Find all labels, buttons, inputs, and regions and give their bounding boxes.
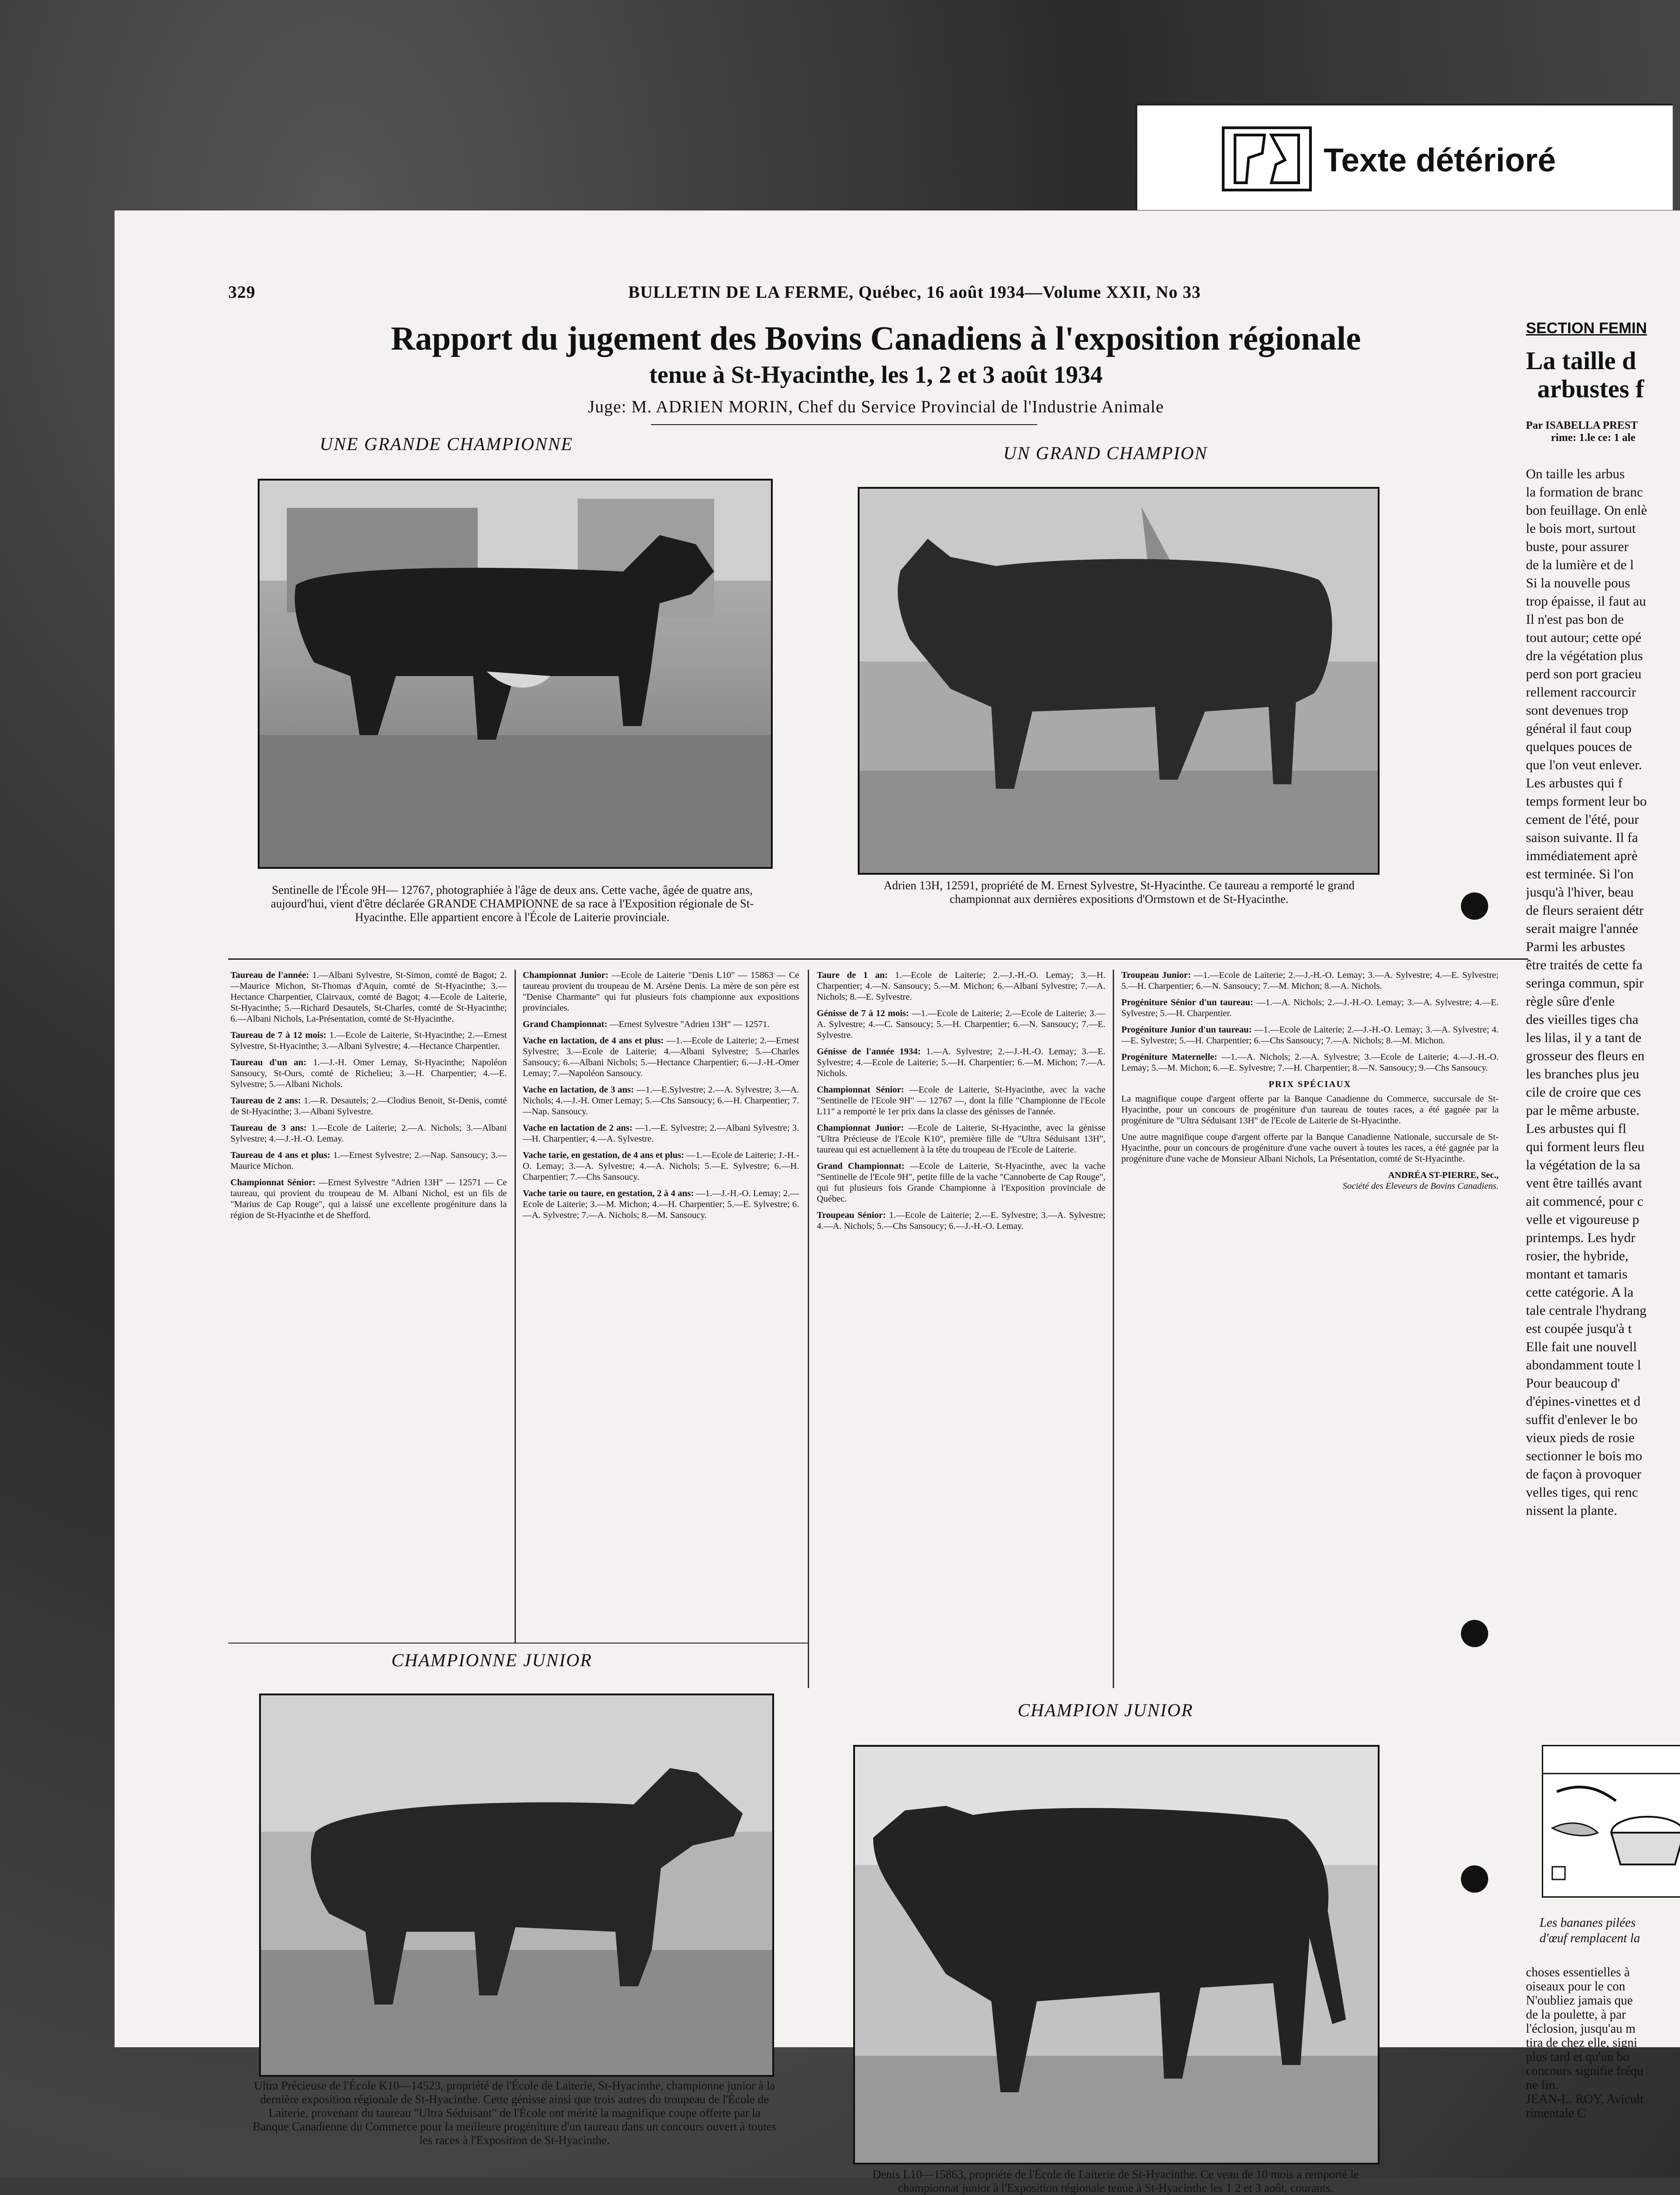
side-footer-line: ne fin. (1526, 2078, 1559, 2092)
side-footer-line: JEAN-L. ROY, Avicult (1526, 2092, 1644, 2106)
side-body-line: grosseur des fleurs en (1526, 1048, 1645, 1063)
col-divider (1113, 970, 1114, 1688)
result-entry: Taureau de 7 à 12 mois: 1.—Ecole de Laiterie, St-Hyacinthe; 2.—Ernest Sylvestre, St-Hyacinthe; 3.—Albani Sylvestre; 4.—Hectance Charpentier. (230, 1030, 507, 1051)
photo4-caption: Denis L10—15863, propriété de l'École de Laiterie de St-Hyacinthe. Ce veau de 10 mois a remporté le championnat junior à l'Exposition régionale tenue à St-Hyacinthe les 1 2 et 3 août, courants. (872, 2168, 1359, 2195)
result-entry: Championnat Junior: —Ecole de Laiterie, St-Hyacinthe, avec la génisse "Ultra Précieuse de l'Ecole K10", première fille de "Ultra Séduisant 13H", taureau qui est actuellement à la tête du troupeau de l'Ecole de Laiterie. (817, 1123, 1105, 1155)
side-body-line: rellement raccourcir (1526, 685, 1636, 700)
photo-grand-champion (858, 487, 1380, 875)
side-body-line: cement de l'été, pour (1526, 812, 1639, 827)
side-body-line: de la lumière et de l (1526, 557, 1634, 572)
result-entry: Troupeau Sénior: 1.—Ecole de Laiterie; 2.—E. Sylvestre; 3.—A. Sylvestre; 4.—A. Nichols; 5.—Chs Sansoucy; 6.—J.-H.-O. Lemay. (817, 1210, 1105, 1231)
side-body-line: serait maigre l'année (1526, 921, 1638, 936)
side-body-line: suffit d'enlever le bo (1526, 1412, 1638, 1427)
photo-grand-championne (258, 479, 773, 869)
results-bottom-rule (228, 1643, 808, 1644)
side-body-line: immédiatement aprè (1526, 848, 1638, 863)
result-entry: Progéniture Sénior d'un taureau: —1.—A. Nichols; 2.—J.-H.-O. Lemay; 3.—A. Sylvestre; 4.—E. Sylvestre; 5.—H. Charpentier. (1121, 997, 1499, 1018)
side-body-line: Si la nouvelle pous (1526, 576, 1630, 591)
newspaper-page (115, 210, 1680, 2195)
signature: ANDRÉA ST-PIERRE, Sec., (1388, 1170, 1499, 1180)
degraded-text-label (1135, 104, 1673, 210)
side-body-line: printemps. Les hydr (1526, 1230, 1635, 1245)
side-body-line: vieux pieds de rosie (1526, 1430, 1635, 1445)
side-body-line: des vieilles tiges cha (1526, 1012, 1639, 1027)
results-col-4 (1121, 970, 1499, 1192)
side-body-line: est terminée. Si l'on (1526, 867, 1634, 882)
side-body-line: bon feuillage. On enlè (1526, 503, 1647, 518)
society-name: Société des Eleveurs de Bovins Canadiens. (1342, 1181, 1499, 1191)
side-footer-line: choses essentielles à (1526, 1965, 1630, 1980)
bananas-illustration (1542, 1745, 1680, 1898)
photo4-heading: CHAMPION JUNIOR (1017, 1700, 1194, 1720)
side-footer-line: l'éclosion, jusqu'au m (1526, 2022, 1636, 2036)
photo3-heading: CHAMPIONNE JUNIOR (391, 1650, 592, 1670)
side-title: La taille d arbustes f (1526, 347, 1644, 403)
result-entry: Grand Championnat: —Ernest Sylvestre "Adrien 13H" — 12571. (523, 1019, 770, 1029)
illustration-caption: Les bananes pilées d'œuf remplacent la (1540, 1916, 1640, 1945)
judge-rule (651, 424, 1037, 425)
side-byline: Par ISABELLA PREST rime: 1.le ce: 1 ale (1526, 420, 1638, 444)
side-body-line: temps forment leur bo (1526, 794, 1647, 809)
side-body-line: montant et tamaris (1526, 1267, 1628, 1282)
punch-hole (1461, 892, 1488, 920)
photo1-heading: UNE GRANDE CHAMPIONNE (320, 434, 573, 454)
side-body-line: perd son port gracieu (1526, 667, 1642, 682)
result-entry: Taureau de l'année: 1.—Albani Sylvestre, St-Simon, comté de Bagot; 2.—Maurice Michon, St-Thomas d'Aquin, comté de St-Hyacinthe; 3.—Hectance Charpentier, Clairvaux, comté de Bagot; 4.—Ecole de Laiterie, St-Hyacinthe; 5.—Richard Desautels, St-Charles, comté de St-Hyacinthe; 6.—Albani Nichols, La-Présentation, comté de St-Hyacinthe. (230, 970, 507, 1024)
side-body-line: être traités de cette fa (1526, 957, 1643, 972)
side-body-line: le bois mort, surtout (1526, 521, 1636, 536)
side-body-line: dre la végétation plus (1526, 648, 1643, 663)
results-col-2 (523, 970, 799, 1226)
photo1-caption: Sentinelle de l'École 9H— 12767, photographiée à l'âge de deux ans. Cette vache, âgée de quatre ans, aujourd'hui, vient d'être déclarée GRANDE CHAMPIONNE de sa race à l'Exposition régionale de St-Hyacinthe. Elle appartient encore à l'École de Laiterie provinciale. (270, 883, 754, 924)
side-body-line: Les arbustes qui f (1526, 776, 1623, 791)
photo-champion-junior (853, 1745, 1380, 2165)
side-body-line: quelques pouces de (1526, 739, 1632, 754)
result-entry: Vache en lactation, de 3 ans: —1.—E.Sylvestre; 2.—A. Sylvestre; 3.—A. Nichols; 4.—J.-H. Omer Lemay; 5.—Chs Sansoucy; 6.—H. Charpentier; 7.—Nap. Sansoucy. (523, 1085, 800, 1117)
side-body-line: sont devenues trop (1526, 703, 1628, 718)
side-footer-line: rimentale C (1526, 2106, 1586, 2120)
special-prize: La magnifique coupe d'argent offerte par la Banque Canadienne du Commerce, succursale de St-Hyacinthe, pour un concours de progéniture d'un taureau de toutes races, a été gagnée par la progéniture de "Ultra Séduisant 13H" de l'Ecole de Laiterie de St-Hyacinthe. (1121, 1094, 1499, 1126)
results-top-rule (228, 958, 1528, 960)
side-body (1526, 465, 1680, 1520)
side-body-line: Parmi les arbustes (1526, 939, 1625, 954)
results-col-1 (230, 970, 507, 1226)
side-body-line: On taille les arbus (1526, 466, 1625, 481)
side-body-line: tale centrale l'hydrang (1526, 1303, 1647, 1318)
side-body-line: cile de croire que ces (1526, 1085, 1641, 1100)
result-entry: Taureau de 4 ans et plus: 1.—Ernest Sylvestre; 2.—Nap. Sansoucy; 3.—Maurice Michon. (230, 1150, 507, 1171)
photo2-heading: UN GRAND CHAMPION (1003, 443, 1208, 463)
result-entry: Championnat Sénior: —Ecole de Laiterie, St-Hyacinthe, avec la vache "Sentinelle de l'Ecole 9H" — 12767 —, dont la fille "Championne de l'Ecole L11" a remporté le 1er prix dans la classe des génisses de l'année. (817, 1085, 1106, 1117)
side-body-line: vent être taillés avant (1526, 1176, 1642, 1191)
side-body-line: abondamment toute l (1526, 1358, 1641, 1373)
side-body-line: Il n'est pas bon de (1526, 612, 1624, 627)
col-divider (515, 970, 516, 1643)
result-entry: Grand Championnat: —Ecole de Laiterie, St-Hyacinthe, avec la vache "Sentinelle de l'Ecole 9H", petite fille de la vache "Cannoberte de Cap Rouge", qui fut plusieurs fois Grande Championne à l'Exposition provinciale de Québec. (817, 1161, 1105, 1204)
side-footer-line: concours signifie fréqu (1526, 2064, 1644, 2078)
article-judge: Juge: M. ADRIEN MORIN, Chef du Service Provincial de l'Industrie Animale (588, 397, 1164, 416)
side-footer-line: oiseaux pour le con (1526, 1980, 1625, 1994)
side-body-line: buste, pour assurer (1526, 539, 1629, 554)
side-body-line: que l'on veut enlever. (1526, 757, 1642, 772)
result-entry: Troupeau Junior: —1.—Ecole de Laiterie; 2.—J.-H.-O. Lemay; 3.—A. Sylvestre; 4.—E. Sylvestre; 5.—H. Charpentier; 6.—N. Sansoucy; 7.—M. Michon; 8.—A. Nichols. (1121, 970, 1499, 991)
side-body-line: sectionner le bois mo (1526, 1448, 1642, 1463)
col-divider (808, 970, 809, 1688)
result-entry: Vache en lactation de 2 ans: —1.—E. Sylvestre; 2.—Albani Sylvestre; 3.—H. Charpentier; 4.—A. Sylvestre. (523, 1123, 800, 1144)
result-entry: Progéniture Maternelle: —1.—A. Nichols; 2.—A. Sylvestre; 3.—Ecole de Laiterie; 4.—J.-H.-O. Lemay; 5.—M. Michon; 6.—E. Sylvestre; 7.—H. Charpentier; 8.—N. Sansoucy; 9.—Chs Sansoucy. (1121, 1052, 1499, 1073)
side-body-line: est coupée jusqu'à t (1526, 1321, 1632, 1336)
result-entry: Taureau de 2 ans: 1.—R. Desautels; 2.—Clodius Benoit, St-Denis, comté de St-Hyacinthe; 3.—Albani Sylvestre. (230, 1096, 507, 1117)
photo3-caption: Ultra Précieuse de l'École K10—14523, propriété de l'École de Laiterie, St-Hyacinthe, championne junior à la dernière exposition régionale de St-Hyacinthe. Cette génisse ainsi que trois autres du troupeau de l'École de Laiterie, provenant du taureau "Ultra Séduisant" de l'École ont mérité la magnifique coupe offerte par la Banque Canadienne du Commerce pour la meilleure progéniture d'un taureau dans un concours ouvert à toutes les races à l'Exposition de St-Hyacinthe. (253, 2079, 776, 2147)
side-footer-line: tira de chez elle, signi (1526, 2036, 1637, 2050)
result-entry: Championnat Junior: —Ecole de Laiterie "Denis L10" — 15863 — Ce taureau provient du troupeau de M. Arsène Denis. La mère de son père est "Denise Charmante" qui fut plusieurs fois championne aux expositions provinciales. (523, 970, 800, 1013)
side-body-line: de fleurs seraient détr (1526, 903, 1644, 918)
article-subtitle: tenue à St-Hyacinthe, les 1, 2 et 3 août 1934 (649, 361, 1103, 388)
section-femin-heading: SECTION FEMIN (1526, 320, 1647, 337)
result-entry: Génisse de l'année 1934: 1.—A. Sylvestre; 2.—J.-H.-O. Lemay; 3.—E. Sylvestre; 4.—Ecole de Laiterie; 5.—H. Charpentier; 6.—M. Michon; 7.—A. Nichols. (817, 1047, 1105, 1078)
result-entry: Taureau d'un an: 1.—J.-H. Omer Lemay, St-Hyacinthe; Napoléon Sansoucy, St-Ours, comté de Richelieu; 3.—H. Charpentier; 4.—E. Sylvestre; 5.—Albani Nichols. (230, 1057, 507, 1089)
side-body-line: les lilas, il y a tant de (1526, 1030, 1642, 1045)
side-body-line: cette catégorie. A la (1526, 1285, 1634, 1300)
torn-page-icon (1221, 126, 1312, 192)
article-title: Rapport du jugement des Bovins Canadiens à l'exposition régionale (391, 320, 1361, 357)
page-header (228, 282, 1555, 310)
side-body-line: trop épaisse, il faut au (1526, 594, 1646, 609)
side-body-line: Pour beaucoup d' (1526, 1376, 1620, 1391)
side-footer-line: de la poulette, à par (1526, 2008, 1626, 2022)
result-entry: Génisse de 7 à 12 mois: —1.—Ecole de Laiterie; 2.—Ecole de Laiterie; 3.—A. Sylvestre; 4.—C. Sansoucy; 5.—H. Charpentier; 6.—N. Sansoucy; 7.—E. Sylvestre. (817, 1008, 1105, 1040)
side-body-line: saison suivante. Il fa (1526, 830, 1638, 845)
side-body-line: de façon à provoquer (1526, 1467, 1642, 1482)
punch-hole (1461, 1865, 1488, 1893)
side-body-line: général il faut coup (1526, 721, 1632, 736)
result-entry: Taureau de 3 ans: 1.—Ecole de Laiterie; 2.—A. Nichols; 3.—Albani Sylvestre; 4.—J.-H.-O. Lemay. (230, 1123, 507, 1144)
results-col-3 (817, 970, 1105, 1237)
side-body-line: seringa commun, spir (1526, 976, 1644, 991)
side-body-line: velle et vigoureuse p (1526, 1212, 1640, 1227)
side-body-line: tout autour; cette opé (1526, 630, 1642, 645)
photo-championne-junior (259, 1694, 774, 2077)
side-body-line: Elle fait une nouvell (1526, 1339, 1637, 1354)
result-entry: Taure de 1 an: 1.—Ecole de Laiterie; 2.—J.-H.-O. Lemay; 3.—H. Charpentier; 4.—N. Sansoucy; 5.—M. Michon; 6.—Albani Sylvestre; 7.—A. Nichols; 8.—E. Sylvestre. (817, 970, 1105, 1002)
photo2-caption: Adrien 13H, 12591, propriété de M. Ernest Sylvestre, St-Hyacinthe. Ce taureau a remporté le grand championnat aux dernières expositions d'Ormstown et de St-Hyacinthe. (883, 879, 1355, 906)
side-body-line: ait commencé, pour c (1526, 1194, 1644, 1209)
special-prize: Une autre magnifique coupe d'argent offerte par la Banque Canadienne Nationale, succursale de St-Hyacinthe, pour un concours de progéniture d'une vache ouvert à toutes les races, a été gagnée par la progéniture d'une vache de Monsieur Albani Nichols, La Présentation, comté de St-Hyacinthe. (1121, 1132, 1499, 1164)
side-body-line: règle sûre d'enle (1526, 994, 1615, 1009)
side-body-line: jusqu'à l'hiver, beau (1526, 885, 1634, 900)
side-footer-line: plus tard et qu'un bo (1526, 2050, 1630, 2064)
special-prizes-heading: PRIX SPÉCIAUX (1268, 1079, 1352, 1089)
result-entry: Vache en lactation, de 4 ans et plus: —1.—Ecole de Laiterie; 2.—Ernest Sylvestre; 3.—Ecole de Laiterie; 4.—Albani Sylvestre; 5.—Charles Sansoucy; 6.—Albani Nichols; 5.—Hectance Charpentier; 6.—J.-H.-Omer Lemay; 7.—Napoléon Sansoucy. (523, 1036, 800, 1078)
side-body-line: nissent la plante. (1526, 1503, 1617, 1518)
result-entry: Championnat Sénior: —Ernest Sylvestre "Adrien 13H" — 12571 — Ce taureau, qui provient du troupeau de M. Albani Nichol, est un fils de "Marius de Cap Rouge", qui a laissé une excellente progéniture dans la région de St-Hyacinthe et de Shefford. (230, 1178, 507, 1220)
result-entry: Vache tarie, en gestation, de 4 ans et plus: —1.—Ecole de Laiterie; J.-H.-O. Lemay; 3.—A. Sylvestre; 4.—A. Nichols; 5.—E. Sylvestre; 6.—H. Charpentier; 7.—Chs Sansoucy. (523, 1150, 799, 1182)
side-body-line: rosier, the hybride, (1526, 1248, 1629, 1263)
side-footer (1526, 1965, 1680, 2120)
punch-hole (1461, 1620, 1488, 1647)
side-body-line: Les arbustes qui fl (1526, 1121, 1626, 1136)
publication-line: BULLETIN DE LA FERME, Québec, 16 août 1934—Volume XXII, No 33 (628, 283, 1201, 302)
page-number: 329 (228, 283, 255, 302)
side-body-line: velles tiges, qui renc (1526, 1485, 1638, 1500)
side-body-line: la végétation de la sa (1526, 1158, 1640, 1173)
side-body-line: d'épines-vinettes et d (1526, 1394, 1640, 1409)
result-entry: Vache tarie ou taure, en gestation, 2 à 4 ans: —1.—J.-H.-O. Lemay; 2.—Ecole de Laiterie; 3.—M. Michon; 4.—H. Charpentier; 5.—E. Sylvestre; 6.—A. Sylvestre; 7.—A. Nichols; 8.—M. Sansoucy. (523, 1188, 800, 1220)
degraded-text-caption: Texte détérioré (1324, 142, 1556, 179)
side-body-line: par le même arbuste. (1526, 1103, 1640, 1118)
result-entry: Progéniture Junior d'un taureau: —1.—Ecole de Laiterie; 2.—J.-H.-O. Lemay; 3.—A. Sylvestre; 4.—E. Sylvestre; 5.—H. Charpentier; 6.—Chs Sansoucy; 7.—A. Nichols; 8.—M. Michon. (1121, 1025, 1499, 1046)
side-body-line: qui forment leurs fleu (1526, 1139, 1645, 1154)
side-body-line: la formation de branc (1526, 485, 1643, 500)
side-footer-line: N'oubliez jamais que (1526, 1994, 1633, 2008)
side-body-line: les branches plus jeu (1526, 1067, 1640, 1082)
